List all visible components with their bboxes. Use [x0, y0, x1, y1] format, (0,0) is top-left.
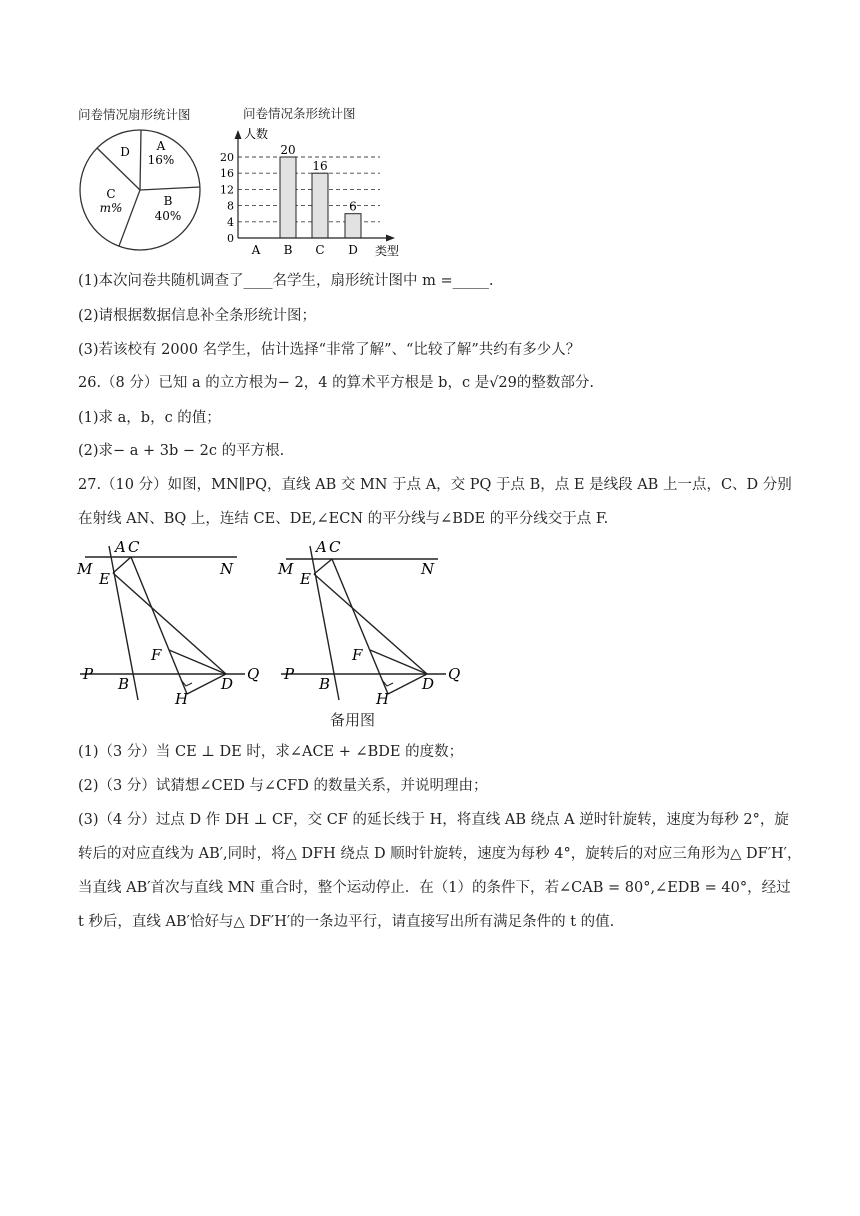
- fig2-label-h: H: [376, 690, 390, 708]
- q27-part1: (1)（3 分）当 CE ⊥ DE 时，求∠ACE + ∠BDE 的度数；: [78, 744, 464, 760]
- fig1-label-p: P: [83, 665, 94, 683]
- pie-chart: [75, 126, 215, 256]
- bar-chart-title: 问卷情况条形统计图: [243, 106, 356, 121]
- q27-stem-line1: 27.（10 分）如图，MN∥PQ，直线 AB 交 MN 于点 A，交 PQ 于点 B，点 E 是线段 AB 上一点，C、D 分别: [78, 477, 792, 493]
- fig1-label-n: N: [220, 560, 234, 578]
- fig1-label-b: B: [118, 675, 130, 693]
- fig2-label-n: N: [421, 560, 435, 578]
- fig1-label-a: A: [115, 538, 126, 556]
- y-tick-0: 0: [227, 232, 234, 245]
- x-axis-label: 类型: [375, 244, 400, 258]
- x-tick-A: A: [251, 243, 261, 257]
- fig2-label-d: D: [422, 675, 435, 693]
- bar-C: [312, 173, 328, 238]
- fig2-label-c: C: [329, 538, 341, 556]
- x-tick-D: D: [348, 243, 358, 257]
- fig1-label-d: D: [221, 675, 234, 693]
- q26-part2: (2)求− a + 3b − 2c 的平方根.: [78, 443, 285, 459]
- y-tick-8: 8: [227, 199, 234, 213]
- pie-label-c: C: [106, 187, 116, 201]
- geometry-figure-spare: [276, 536, 476, 711]
- pie-label-d: D: [120, 145, 130, 159]
- fig1-label-q: Q: [247, 665, 260, 683]
- x-tick-C: C: [315, 243, 325, 257]
- bar-label-D: 6: [349, 199, 357, 214]
- fig1-label-f: F: [151, 646, 162, 664]
- pie-divider-d-a: [140, 130, 141, 190]
- y-axis-label: 人数: [244, 127, 269, 141]
- q26-stem: 26.（8 分）已知 a 的立方根为− 2，4 的算术平方根是 b，c 是√29的整数部分.: [78, 375, 594, 391]
- q27-part3-line4: t 秒后，直线 AB′恰好与△ DF′H′的一条边平行，请直接写出所有满足条件的 t 的值.: [78, 914, 615, 930]
- pie-value-a: 16%: [147, 153, 175, 167]
- fig2-label-m: M: [278, 560, 294, 578]
- x-axis-arrow: [386, 235, 395, 242]
- fig1-label-e: E: [99, 570, 110, 588]
- bar-D: [345, 214, 361, 238]
- fig1-label-c: C: [128, 538, 140, 556]
- pie-label-a: A: [156, 139, 166, 153]
- fig2-label-q: Q: [448, 665, 461, 683]
- y-axis-arrow: [235, 130, 242, 139]
- fig2-label-p: P: [284, 665, 295, 683]
- y-tick-16: 16: [220, 167, 234, 181]
- q27-part3-line3: 当直线 AB′首次与直线 MN 重合时，整个运动停止．在（1）的条件下，若∠CAB = 80°,∠EDB = 40°，经过: [78, 880, 791, 896]
- q25-part2: (2)请根据数据信息补全条形统计图；: [78, 308, 317, 324]
- bar-label-C: 16: [312, 159, 328, 174]
- fig2-label-e: E: [300, 570, 311, 588]
- x-tick-B: B: [283, 243, 293, 257]
- y-tick-20: 20: [220, 151, 234, 164]
- q27-part3-line2: 转后的对应直线为 AB′,同时，将△ DFH 绕点 D 顺时针旋转，速度为每秒 4°，旋转后的对应三角形为△ DF′H′，: [78, 846, 802, 862]
- pie-chart-title: 问卷情况扇形统计图: [78, 107, 191, 122]
- y-tick-12: 12: [220, 183, 234, 197]
- geometry-figure-main: [75, 536, 275, 711]
- q27-part3-line1: (3)（4 分）过点 D 作 DH ⊥ CF，交 CF 的延长线于 H，将直线 AB 绕点 A 逆时针旋转，速度为每秒 2°，旋: [78, 812, 789, 828]
- q27-stem-line2: 在射线 AN、BQ 上，连结 CE、DE,∠ECN 的平分线与∠BDE 的平分线交于点 F.: [78, 511, 609, 527]
- pie-value-c: m%: [99, 201, 123, 215]
- pie-divider-c-d: [97, 148, 140, 190]
- pie-divider-b-c: [119, 190, 140, 246]
- fig2-label-f: F: [352, 646, 363, 664]
- pie-value-b: 40%: [154, 209, 182, 223]
- pie-label-b: B: [163, 194, 173, 208]
- fig1-label-h: H: [175, 690, 189, 708]
- q27-part2: (2)（3 分）试猜想∠CED 与∠CFD 的数量关系，并说明理由；: [78, 778, 488, 794]
- pie-divider-a-b: [140, 187, 200, 190]
- fig1-label-m: M: [77, 560, 93, 578]
- bar-label-B: 20: [280, 143, 296, 157]
- bar-chart: [210, 124, 420, 264]
- y-tick-4: 4: [227, 215, 234, 229]
- q26-part1: (1)求 a，b，c 的值；: [78, 410, 221, 426]
- q25-part3: (3)若该校有 2000 名学生，估计选择“非常了解”、“比较了解”共约有多少人？: [78, 342, 581, 358]
- q25-part1: (1)本次问卷共随机调查了____名学生，扇形统计图中 m =_____.: [78, 273, 494, 289]
- bar-B: [280, 157, 296, 238]
- figure-caption: 备用图: [330, 711, 376, 729]
- fig2-label-b: B: [319, 675, 331, 693]
- fig2-label-a: A: [316, 538, 327, 556]
